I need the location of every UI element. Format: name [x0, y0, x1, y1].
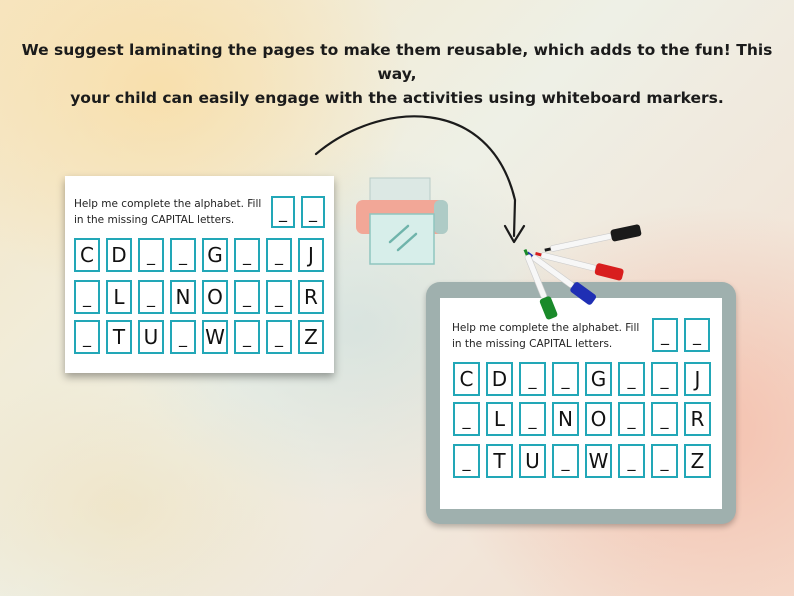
instruction-line-2: in the missing CAPITAL letters. — [452, 338, 613, 350]
letter-box[interactable]: T — [106, 320, 132, 354]
letter-box[interactable]: _ — [651, 444, 678, 478]
worksheet-card-left — [65, 176, 334, 373]
instruction-line-2: in the missing CAPITAL letters. — [74, 214, 235, 226]
letter-box[interactable]: _ — [618, 402, 645, 436]
letter-box[interactable]: _ — [453, 444, 480, 478]
letter-box[interactable]: D — [106, 238, 132, 272]
letter-box[interactable]: _ — [138, 238, 164, 272]
letter-box[interactable]: _ — [170, 238, 196, 272]
letter-box[interactable]: W — [585, 444, 612, 478]
letter-box[interactable]: _ — [234, 238, 260, 272]
letter-box[interactable]: _ — [74, 320, 100, 354]
letter-box[interactable]: U — [138, 320, 164, 354]
answer-box-1[interactable]: _ — [652, 318, 678, 352]
letter-box[interactable]: _ — [519, 362, 546, 396]
letter-box[interactable]: _ — [138, 280, 164, 314]
letter-box[interactable]: L — [106, 280, 132, 314]
letter-box[interactable]: _ — [618, 362, 645, 396]
letter-box[interactable]: _ — [170, 320, 196, 354]
letter-box[interactable]: O — [585, 402, 612, 436]
letter-box[interactable]: C — [453, 362, 480, 396]
letter-box[interactable]: J — [298, 238, 324, 272]
letter-box[interactable]: G — [202, 238, 228, 272]
headline — [20, 38, 774, 110]
black-marker-icon — [544, 224, 642, 256]
answer-box-2[interactable]: _ — [301, 196, 325, 228]
letter-box[interactable]: _ — [651, 362, 678, 396]
answer-box-1[interactable]: _ — [271, 196, 295, 228]
letter-box[interactable]: _ — [552, 362, 579, 396]
instruction-line-1: Help me complete the alphabet. Fill — [452, 322, 640, 334]
letter-box[interactable]: J — [684, 362, 711, 396]
whiteboard-markers-icon — [520, 236, 660, 326]
letter-box[interactable]: _ — [552, 444, 579, 478]
letter-box[interactable]: _ — [453, 402, 480, 436]
worksheet-instruction — [74, 196, 261, 228]
letter-box[interactable]: _ — [234, 320, 260, 354]
letter-box[interactable]: _ — [266, 320, 292, 354]
letter-box[interactable]: _ — [651, 402, 678, 436]
letter-box[interactable]: L — [486, 402, 513, 436]
letter-box[interactable]: T — [486, 444, 513, 478]
letter-box[interactable]: C — [74, 238, 100, 272]
headline-line-1: We suggest laminating the pages to make them reusable, which adds to the fun! This way, — [21, 41, 773, 83]
instruction-line-1: Help me complete the alphabet. Fill — [74, 198, 262, 210]
letter-box[interactable]: Z — [298, 320, 324, 354]
letter-box[interactable]: _ — [618, 444, 645, 478]
letter-box[interactable]: D — [486, 362, 513, 396]
letter-box[interactable]: _ — [234, 280, 260, 314]
letter-box[interactable]: _ — [74, 280, 100, 314]
letter-box[interactable]: R — [684, 402, 711, 436]
letter-box[interactable]: Z — [684, 444, 711, 478]
letter-box[interactable]: G — [585, 362, 612, 396]
letter-box[interactable]: U — [519, 444, 546, 478]
letter-box[interactable]: N — [552, 402, 579, 436]
letter-box[interactable]: _ — [266, 280, 292, 314]
letter-box[interactable]: R — [298, 280, 324, 314]
answer-box-2[interactable]: _ — [684, 318, 710, 352]
worksheet-card-laminated — [440, 298, 722, 509]
letter-box[interactable]: N — [170, 280, 196, 314]
headline-line-2: your child can easily engage with the activities using whiteboard markers. — [70, 89, 724, 107]
letter-box[interactable]: O — [202, 280, 228, 314]
letter-box[interactable]: _ — [266, 238, 292, 272]
letter-box[interactable]: _ — [519, 402, 546, 436]
letter-box[interactable]: W — [202, 320, 228, 354]
laminator-printer-icon — [356, 178, 456, 278]
